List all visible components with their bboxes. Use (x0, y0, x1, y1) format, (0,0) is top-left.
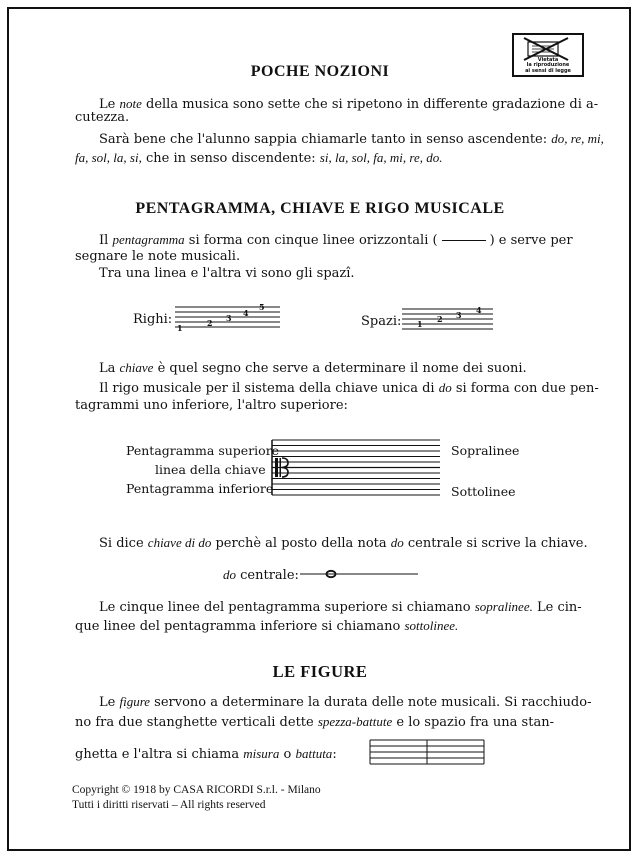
righi-num-4: 4 (243, 308, 249, 318)
paragraph-pentagramma-line2: segnare le note musicali. (75, 249, 241, 264)
label-linea-chiave: linea della chiave (155, 462, 266, 477)
paragraph-note-line2: cutezza. (75, 110, 130, 125)
section-title-le-figure: LE FIGURE (272, 662, 368, 681)
spazi-num-3: 3 (456, 310, 462, 320)
paragraph-sopralinee-line1: Le cinque linee del pentagramma superiore si chiamano sopralinee. Le cin- (99, 599, 582, 615)
paragraph-figure-line2: no fra due stanghette verticali dette spezza-battute e lo spazio fra una stan- (75, 714, 554, 730)
battuta-staff (368, 736, 486, 770)
righi-num-3: 3 (226, 313, 232, 323)
righi-num-5: 5 (259, 302, 265, 312)
stamp-line1: Vietata (537, 56, 559, 63)
section-title-pentagramma: PENTAGRAMMA, CHIAVE E RIGO MUSICALE (135, 200, 505, 217)
paragraph-chiave: La chiave è quel segno che serve a determinare il nome dei suoni. (99, 360, 527, 376)
paragraph-rigo-line2: tagrammi uno inferiore, l'altro superiore: (75, 398, 348, 413)
righi-num-1: 1 (177, 323, 183, 333)
spazi-num-4: 4 (476, 305, 482, 315)
paragraph-pentagramma-line1: Il pentagramma si forma con cinque linee orizzontali ( ) e serve per (99, 232, 573, 248)
paragraph-note-line1: Le note della musica sono sette che si ripetono in differente gradazione di a- (99, 96, 599, 112)
label-pentagramma-inferiore: Pentagramma inferiore (126, 481, 274, 496)
paragraph-ascendente-line2: fa, sol, la, si, che in senso discendente: si, la, sol, fa, mi, re, do. (75, 150, 443, 166)
righi-label: Righi: (133, 312, 173, 327)
stamp-line3: ai sensi di legge (525, 67, 571, 74)
paragraph-chiave-di-do: Si dice chiave di do perchè al posto della nota do centrale si scrive la chiave. (99, 535, 588, 551)
spazi-staff (397, 302, 497, 338)
spazi-num-2: 2 (437, 314, 443, 324)
paragraph-spazi: Tra una linea e l'altra vi sono gli spazî. (99, 266, 355, 281)
stamp-line2: la riproduzione (526, 62, 570, 68)
paragraph-figure-line1: Le figure servono a determinare la durata delle note musicali. Si racchiudo- (99, 694, 592, 710)
paragraph-ascendente-line1: Sarà bene che l'alunno sappia chiamarle tanto in senso ascendente: do, re, mi, (99, 131, 604, 147)
grand-staff (268, 436, 444, 498)
rights-text: Tutti i diritti riservati – All rights reserved (72, 799, 266, 811)
section-title-poche-nozioni: POCHE NOZIONI (250, 63, 390, 80)
label-pentagramma-superiore: Pentagramma superiore (126, 443, 280, 458)
spazi-label: Spazi: (361, 314, 402, 329)
copyright-text: Copyright © 1918 by CASA RICORDI S.r.l. - Milano (72, 784, 321, 796)
label-sottolinee: Sottolinee (451, 484, 516, 499)
spazi-num-1: 1 (417, 319, 423, 329)
paragraph-rigo-line1: Il rigo musicale per il sistema della chiave unica di do si forma con due pen- (99, 380, 599, 396)
paragraph-sopralinee-line2: que linee del pentagramma inferiore si chiamano sottolinee. (75, 618, 459, 634)
label-sopralinee: Sopralinee (451, 443, 520, 458)
do-centrale-label: do centrale: (223, 567, 299, 583)
do-centrale-example (298, 566, 420, 582)
righi-num-2: 2 (207, 318, 213, 328)
paragraph-figure-line3: ghetta e l'altra si chiama misura o battuta: (75, 746, 337, 762)
